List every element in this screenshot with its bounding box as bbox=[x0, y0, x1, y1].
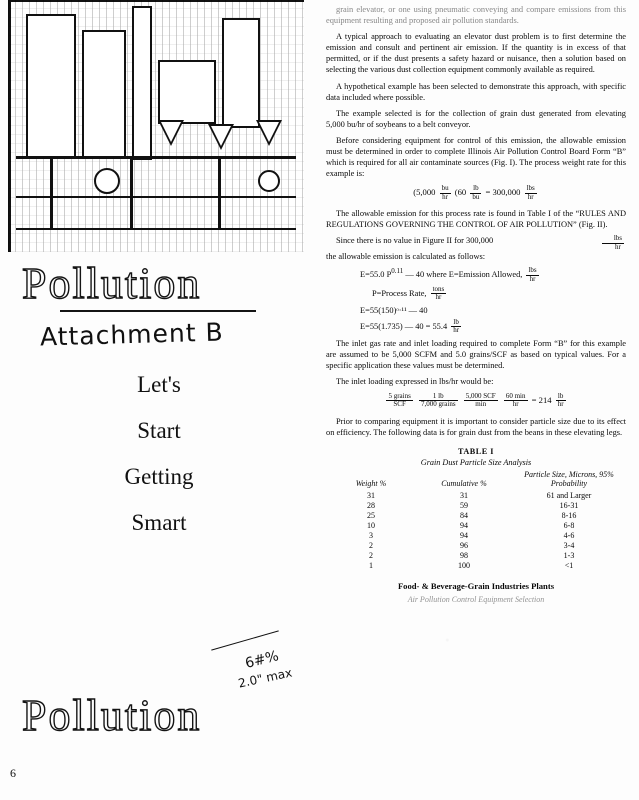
particle-size-table bbox=[326, 447, 626, 571]
equation-1-tail-num: tons bbox=[432, 285, 445, 294]
cell-particle-size: 16-31 bbox=[559, 501, 579, 511]
illustration-silo-mid bbox=[82, 30, 126, 158]
formula-frac1-num: bu bbox=[441, 184, 449, 193]
inlet-frac-3 bbox=[464, 393, 498, 409]
cell-weight: 2 bbox=[369, 541, 373, 551]
clipped-top-line: grain elevator, or one using pneumatic conveying and compare emissions from this equipment resulting and proposed air pollution standards. bbox=[326, 5, 626, 26]
inlet-frac-2 bbox=[419, 393, 458, 409]
table-row bbox=[326, 521, 626, 531]
inlet-frac-2-den: 7,000 grains bbox=[420, 400, 456, 409]
cell-cumulative: 94 bbox=[460, 521, 468, 531]
slogan-line-1: Let's bbox=[137, 372, 181, 397]
inlet-result-num: lb bbox=[556, 393, 566, 401]
table-header-row bbox=[326, 471, 626, 491]
table-grain-dust bbox=[326, 471, 626, 571]
cell-cumulative: 59 bbox=[460, 501, 468, 511]
formula-frac3-num: lbs bbox=[526, 184, 535, 193]
illustration-wheel bbox=[258, 170, 280, 192]
illustration-beam-2 bbox=[16, 196, 296, 198]
body-paragraph-6: The inlet gas rate and inlet loading required to complete Form “B” for this example are assumed to be 5,000 SCFM and 5.0 grains/SCF as based on typical values. For a specific application these values must be determined. bbox=[326, 338, 626, 370]
illustration-column-3 bbox=[218, 156, 221, 230]
equation-1-tail-den: hr bbox=[435, 293, 442, 302]
paragraph-3-text: The example selected is for the collection of grain dust generated from elevating 5,000 bu/hr of soybeans to a belt conveyor. bbox=[326, 108, 626, 129]
illustration-fan bbox=[94, 168, 120, 194]
equation-1-rest: — 40 where E=Emission Allowed, bbox=[405, 270, 523, 280]
table-row bbox=[326, 491, 626, 501]
cell-weight: 25 bbox=[367, 511, 375, 521]
formula-equals: = 300,000 bbox=[485, 187, 521, 198]
illustration-silo-left bbox=[26, 14, 76, 158]
formula-frac3-den: hr bbox=[527, 192, 534, 201]
body-paragraph-7: The inlet loading expressed in lbs/hr would be: bbox=[336, 376, 494, 386]
cell-weight: 1 bbox=[369, 561, 373, 571]
table-col-weight: Weight % bbox=[355, 479, 387, 489]
cell-cumulative: 31 bbox=[460, 491, 468, 501]
formula-frac2-num: lb bbox=[470, 185, 481, 193]
equation-1-tail bbox=[326, 286, 626, 302]
slogan-line-3: Getting bbox=[124, 464, 194, 489]
cell-particle-size: 4-6 bbox=[563, 531, 575, 541]
table-col-cumulative: Cumulative % bbox=[441, 479, 487, 489]
cell-weight: 28 bbox=[367, 501, 375, 511]
body-paragraph-3 bbox=[326, 108, 626, 130]
illustration-beam-1 bbox=[16, 156, 296, 159]
inlet-frac-3-den: min bbox=[475, 400, 487, 409]
cell-cumulative: 84 bbox=[460, 511, 468, 521]
equation-1-tail-units bbox=[431, 286, 447, 302]
equation-3-den: hr bbox=[453, 326, 460, 335]
inlet-frac-4-num: 60 min bbox=[505, 391, 526, 400]
body-paragraph-8: Prior to comparing equipment it is important to consider particle size due to its effect on efficiency. The following data is for grain dust from the beans in these elevating legs. bbox=[326, 416, 626, 437]
formula-value-1: (5,000 bbox=[413, 187, 436, 198]
inlet-result-den: hr bbox=[557, 400, 564, 409]
formula-fraction-lb-bu bbox=[470, 185, 481, 201]
body-paragraph-4: Before considering equipment for control of this emission, the allowable emission must be determined in order to complete Illinois Air Pollution Control Board Form “B” which is required for all air contaminate sources (Fig. I). The process weight rate for this example is: bbox=[326, 135, 626, 179]
formula-frac1-den: hr bbox=[442, 192, 448, 201]
inlet-frac-4 bbox=[504, 393, 528, 409]
equation-1-tail-text: P=Process Rate, bbox=[372, 288, 427, 298]
footer-subcaption: Air Pollution Control Equipment Selection bbox=[407, 595, 545, 605]
body-paragraph-5: The allowable emission for this process rate is found in Table I of the “RULES AND REGULATIONS GOVERNING THE CONTROL OF AIR POLLUTION” (Fig. II). bbox=[326, 209, 626, 230]
body-paragraph-1: A typical approach to evaluating an elevator dust problem is to first determine the emission and consult and pertinent air emission. If the quantity is in excess of that permitted, or if the dust presents a safety hazard or nuisance, then a solution based on selecting the various dust collection equipment commonly available as required. bbox=[326, 32, 626, 75]
cell-cumulative: 98 bbox=[460, 551, 468, 561]
body-paragraph-2: A hypothetical example has been selected to demonstrate this approach, with specific data included where possible. bbox=[326, 81, 626, 102]
equation-3 bbox=[326, 319, 626, 335]
illustration-tower bbox=[222, 18, 260, 128]
cell-weight: 3 bbox=[369, 531, 373, 541]
left-column bbox=[0, 0, 318, 800]
cover-illustration bbox=[8, 0, 304, 252]
illustration-column-1 bbox=[50, 156, 53, 230]
slogan-line-2: Start bbox=[137, 418, 181, 443]
equation-1-exponent: 0.11 bbox=[391, 267, 404, 276]
cell-particle-size: 1-3 bbox=[563, 551, 575, 561]
table-label: TABLE I bbox=[458, 446, 494, 456]
handwritten-underline bbox=[211, 630, 279, 650]
footer-caption: Food- & Beverage-Grain Industries Plants bbox=[397, 581, 555, 592]
calc-intro-line: the allowable emission is calculated as follows: bbox=[326, 252, 486, 262]
cell-particle-size: 61 and Larger bbox=[546, 491, 592, 501]
lbs-hr-fraction bbox=[602, 235, 624, 251]
process-weight-formula bbox=[326, 185, 626, 201]
inlet-frac-2-num: 1 lb bbox=[419, 393, 458, 401]
no-value-text: Since there is no value in Figure II for 300,000 bbox=[336, 236, 494, 246]
formula-fraction-lbs-hr bbox=[525, 185, 537, 201]
cell-cumulative: 94 bbox=[460, 531, 468, 541]
table-row bbox=[326, 511, 626, 521]
inlet-frac-3-num: 5,000 SCF bbox=[465, 391, 496, 400]
cell-particle-size: 3-4 bbox=[563, 541, 575, 551]
divider-rule bbox=[60, 310, 256, 312]
cover-title-bottom: Pollution bbox=[22, 691, 202, 740]
table-row bbox=[326, 551, 626, 561]
illustration-column-2 bbox=[130, 156, 133, 230]
illustration-cyclone-2 bbox=[208, 124, 234, 150]
table-row bbox=[326, 561, 626, 571]
formula-frac2-den: bu bbox=[472, 192, 480, 201]
lbs-hr-den: hr bbox=[614, 242, 621, 251]
equation-1-units bbox=[526, 267, 538, 283]
cell-cumulative: 96 bbox=[460, 541, 468, 551]
table-title: Grain Dust Particle Size Analysis bbox=[420, 457, 532, 467]
cell-weight: 10 bbox=[367, 521, 375, 531]
handwritten-max-note: 2.0" max bbox=[237, 665, 294, 691]
formula-fraction-bu-hr bbox=[440, 185, 451, 201]
cell-particle-size: 6-8 bbox=[563, 521, 575, 531]
handwritten-percent-note: 6#% bbox=[243, 648, 281, 672]
table-row bbox=[326, 541, 626, 551]
illustration-beam-3 bbox=[16, 228, 296, 230]
inlet-result-units bbox=[556, 393, 566, 409]
equation-3-num: lb bbox=[451, 319, 461, 327]
illustration-cyclone-3 bbox=[256, 120, 282, 146]
illustration-duct bbox=[132, 6, 152, 160]
inlet-result: = 214 bbox=[531, 394, 552, 405]
slogan-line-4: Smart bbox=[131, 510, 187, 535]
equation-1-lead: E=55.0 P bbox=[360, 270, 392, 280]
cell-cumulative: 100 bbox=[458, 561, 470, 571]
cell-weight: 31 bbox=[367, 491, 375, 501]
cover-title-top: Pollution bbox=[22, 259, 202, 308]
equation-3-units bbox=[451, 319, 461, 335]
equation-1-units-den: hr bbox=[529, 274, 536, 283]
cell-weight: 2 bbox=[369, 551, 373, 561]
article-text-column bbox=[322, 0, 634, 800]
inlet-frac-1-num: 5 grains bbox=[388, 391, 411, 400]
handwritten-attachment-label: Attachment B bbox=[39, 317, 225, 352]
cell-particle-size: 8-16 bbox=[561, 511, 577, 521]
table-col-particle-size: Particle Size, Microns, 95% Probability bbox=[524, 470, 614, 489]
cell-particle-size: <1 bbox=[564, 561, 574, 571]
inlet-loading-formula bbox=[326, 393, 626, 409]
table-row bbox=[326, 501, 626, 511]
equation-3-text: E=55(1.735) — 40 = 55.4 bbox=[360, 321, 448, 331]
inlet-frac-1 bbox=[386, 393, 412, 409]
no-value-line bbox=[326, 234, 626, 251]
illustration-hopper-body bbox=[158, 60, 216, 124]
page-number: 6 bbox=[10, 766, 16, 780]
equation-1 bbox=[326, 267, 626, 283]
equation-1-units-num: lbs bbox=[528, 266, 537, 275]
inlet-frac-4-den: hr bbox=[512, 400, 519, 409]
formula-times: (60 bbox=[454, 187, 467, 198]
table-row bbox=[326, 531, 626, 541]
lbs-hr-num: lbs bbox=[602, 235, 624, 243]
inlet-frac-1-den: SCF bbox=[393, 400, 406, 409]
equation-2: E=55(150)ᵒ·¹¹ — 40 bbox=[360, 305, 428, 315]
illustration-cyclone-1 bbox=[158, 120, 184, 146]
